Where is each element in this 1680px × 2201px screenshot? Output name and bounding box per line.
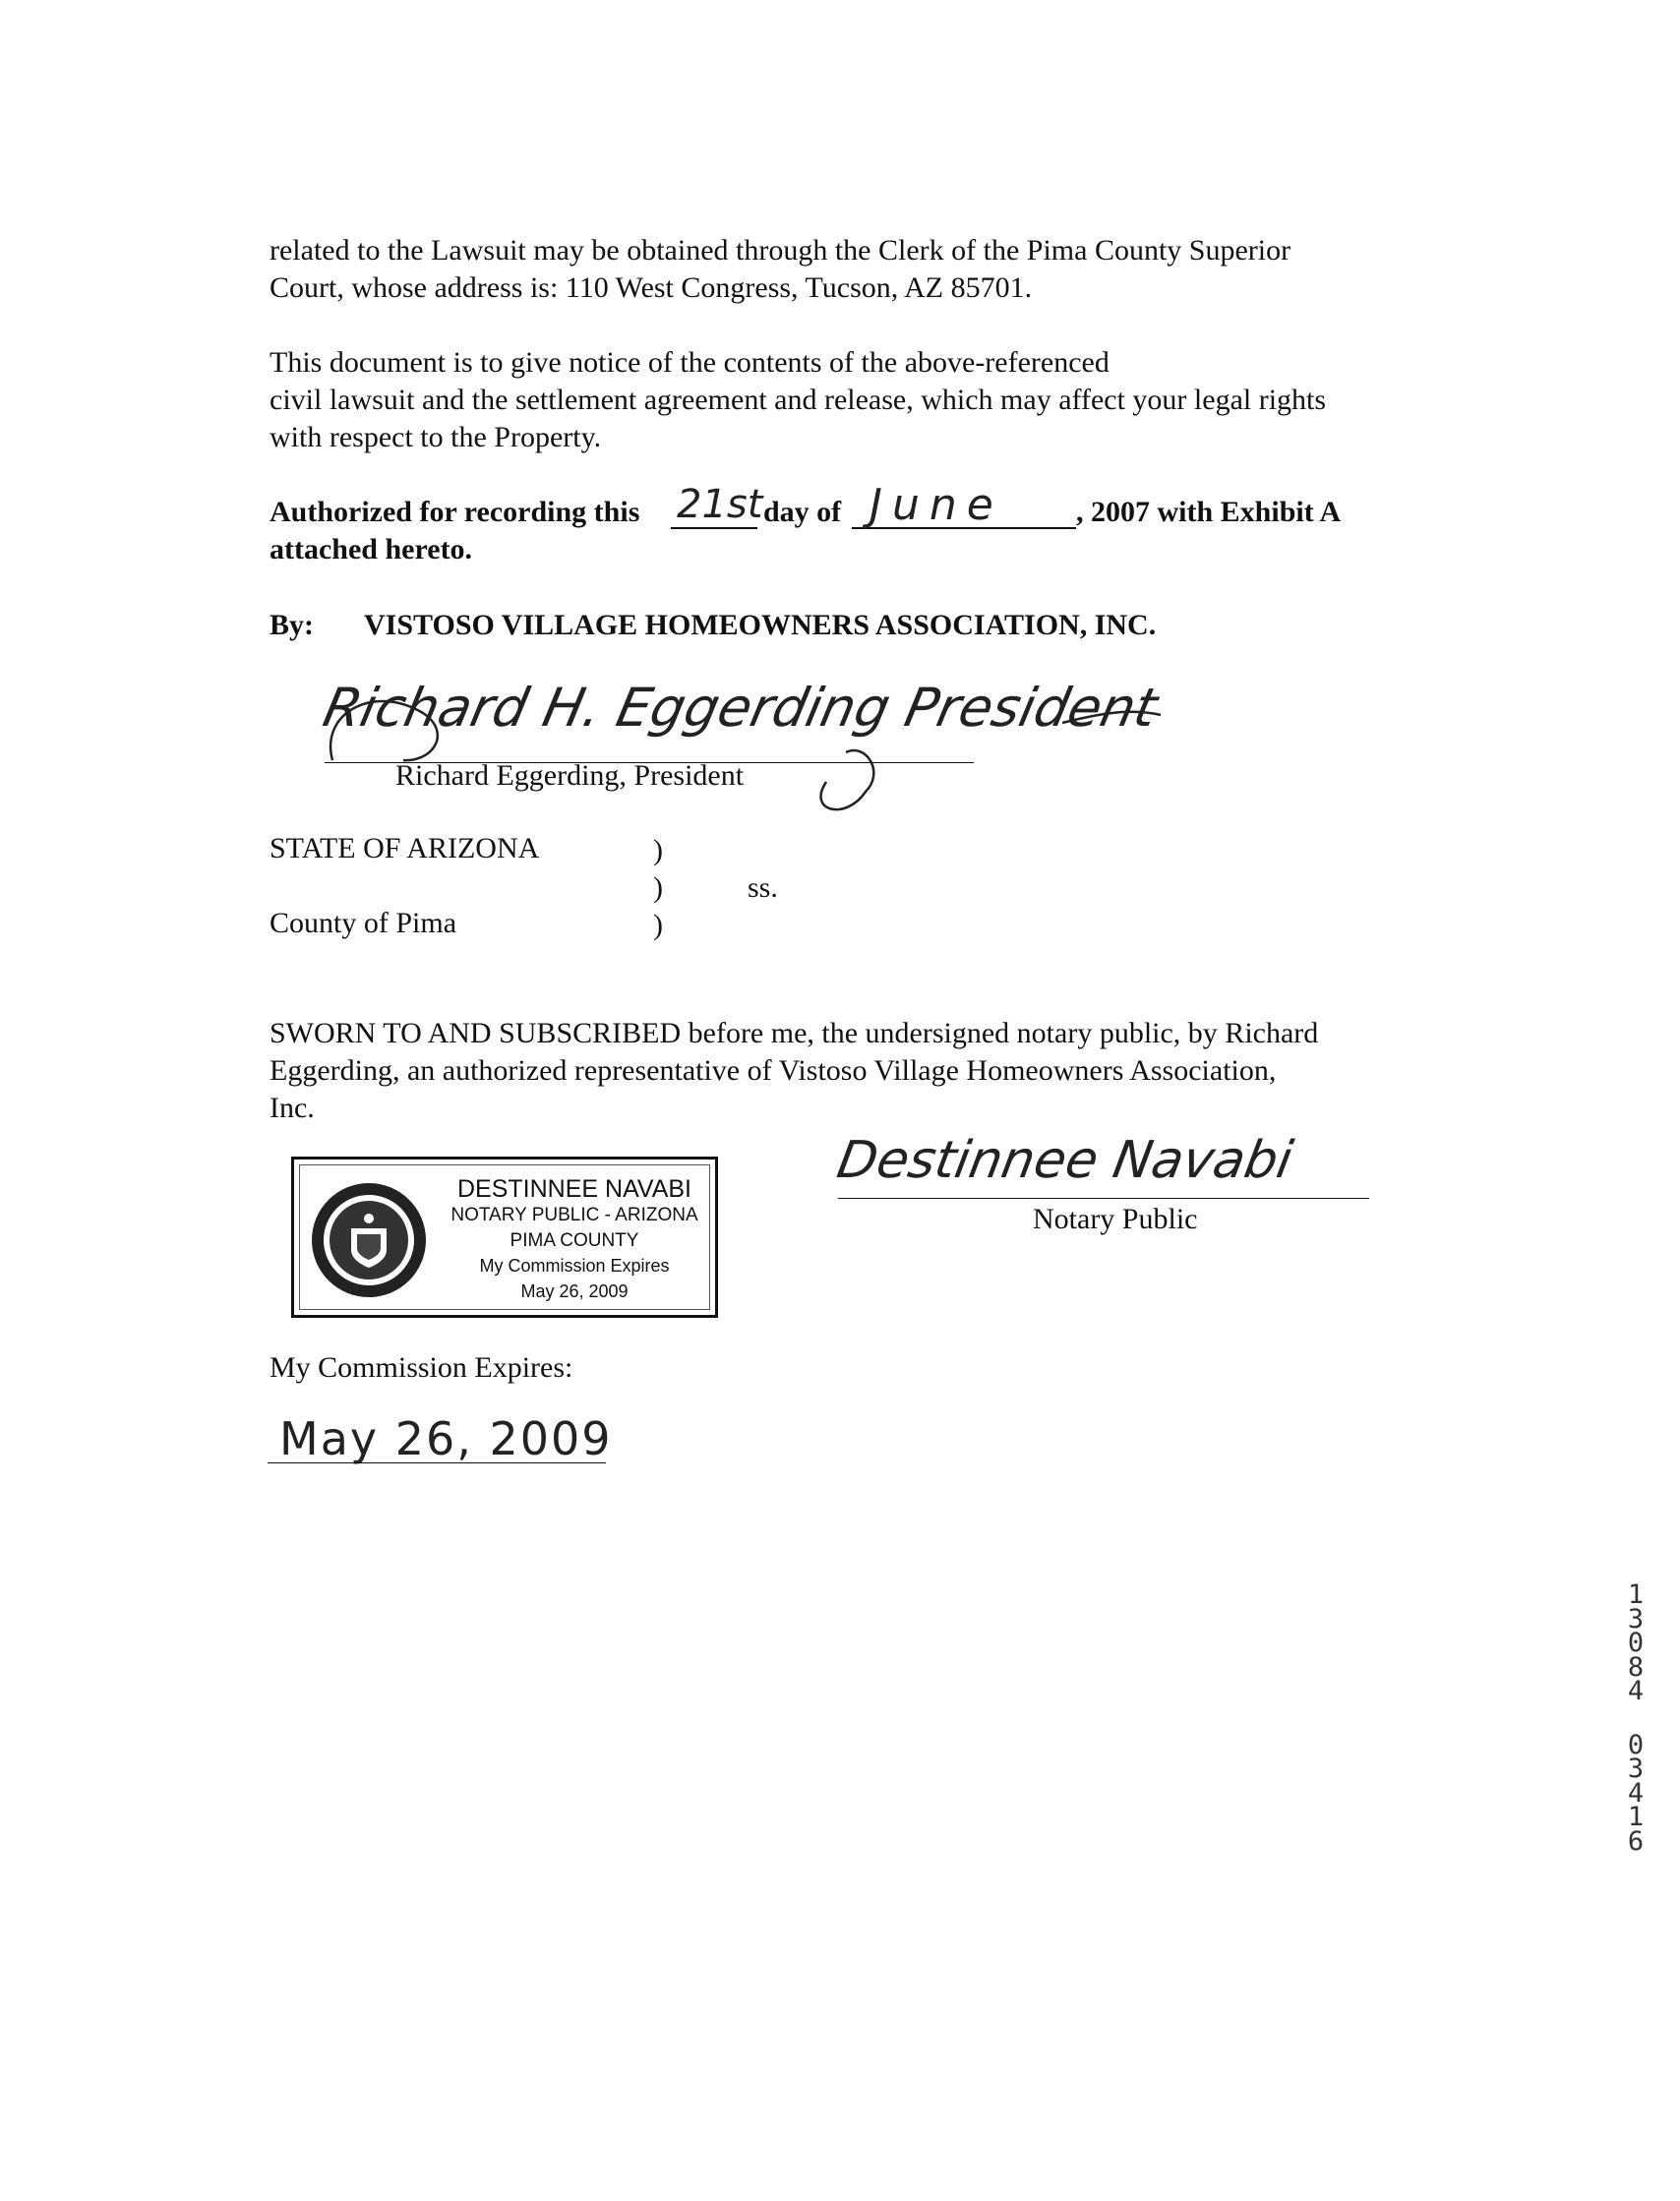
stamp-county: PIMA COUNTY [510, 1230, 639, 1251]
handwritten-commission-date: May 26, 2009 [279, 1412, 613, 1465]
bates-digit: 3 [1627, 1754, 1645, 1784]
authorization-suffix: , 2007 with Exhibit A [1076, 496, 1342, 528]
authorization-prefix: Authorized for recording this [270, 496, 640, 528]
venue-paren-2: ) [653, 871, 663, 904]
paragraph-2-line-3: with respect to the Property. [270, 421, 602, 453]
paragraph-2-line-1: This document is to give notice of the contents of the above-referenced [270, 346, 1110, 379]
notary-seal-icon [308, 1179, 430, 1301]
venue-ss: ss. [748, 871, 778, 904]
flourish-stroke-2 [821, 750, 874, 809]
handwritten-day: 21st [677, 482, 763, 527]
notary-public-caption: Notary Public [1033, 1203, 1198, 1235]
authorization-line-2: attached hereto. [270, 533, 473, 565]
venue-state: STATE OF ARIZONA [270, 832, 540, 864]
venue-paren-1: ) [653, 834, 663, 866]
president-signature: Richard H. Eggerding President [318, 677, 1163, 739]
commission-date-underline [268, 1462, 606, 1463]
bates-digit: 0 [1627, 1628, 1645, 1658]
stamp-notary-title: NOTARY PUBLIC - ARIZONA [450, 1205, 698, 1225]
notary-stamp [291, 1157, 718, 1318]
day-underline [671, 527, 757, 529]
bates-digit: 0 [1627, 1729, 1645, 1760]
bates-digit: 4 [1627, 1676, 1645, 1706]
bates-digit: 1 [1627, 1802, 1645, 1832]
stamp-expiry: May 26, 2009 [520, 1281, 629, 1301]
organization-name: VISTOSO VILLAGE HOMEOWNERS ASSOCIATION, INC. [364, 609, 1157, 641]
commission-label: My Commission Expires: [270, 1351, 573, 1384]
paragraph-1-line-2: Court, whose address is: 110 West Congress, Tucson, AZ 85701. [270, 271, 1033, 304]
paragraph-1-line-1: related to the Lawsuit may be obtained through the Clerk of the Pima County Superior [270, 234, 1291, 267]
jurat-line-2: Eggerding, an authorized representative of Vistoso Village Homeowners Association, [270, 1054, 1277, 1087]
stamp-notary-name: DESTINNEE NAVABI [456, 1175, 691, 1203]
bates-digit: 6 [1627, 1825, 1645, 1857]
by-label: By: [270, 609, 314, 641]
jurat-line-3: Inc. [270, 1092, 315, 1124]
notary-signature: Destinnee Navabi [832, 1131, 1297, 1190]
bates-digit: 8 [1627, 1651, 1645, 1683]
venue-county: County of Pima [270, 907, 457, 939]
venue-paren-3: ) [653, 909, 663, 941]
authorization-day-of: day of [763, 496, 842, 528]
paragraph-2-line-2: civil lawsuit and the settlement agreement and release, which may affect your legal rights [270, 384, 1327, 416]
bates-digit: 1 [1627, 1579, 1645, 1610]
handwritten-month: June [870, 480, 1003, 530]
bates-number [1621, 1579, 1650, 1857]
stamp-commission-label: My Commission Expires [479, 1256, 670, 1276]
notary-signature-line [838, 1198, 1369, 1199]
bates-digit: 3 [1627, 1603, 1645, 1635]
signer-printed-name: Richard Eggerding, President [395, 759, 745, 792]
bates-digit: 4 [1627, 1777, 1645, 1809]
seal-star [364, 1214, 374, 1223]
bates-gap [1621, 1704, 1650, 1734]
jurat-line-1: SWORN TO AND SUBSCRIBED before me, the undersigned notary public, by Richard [270, 1017, 1319, 1049]
